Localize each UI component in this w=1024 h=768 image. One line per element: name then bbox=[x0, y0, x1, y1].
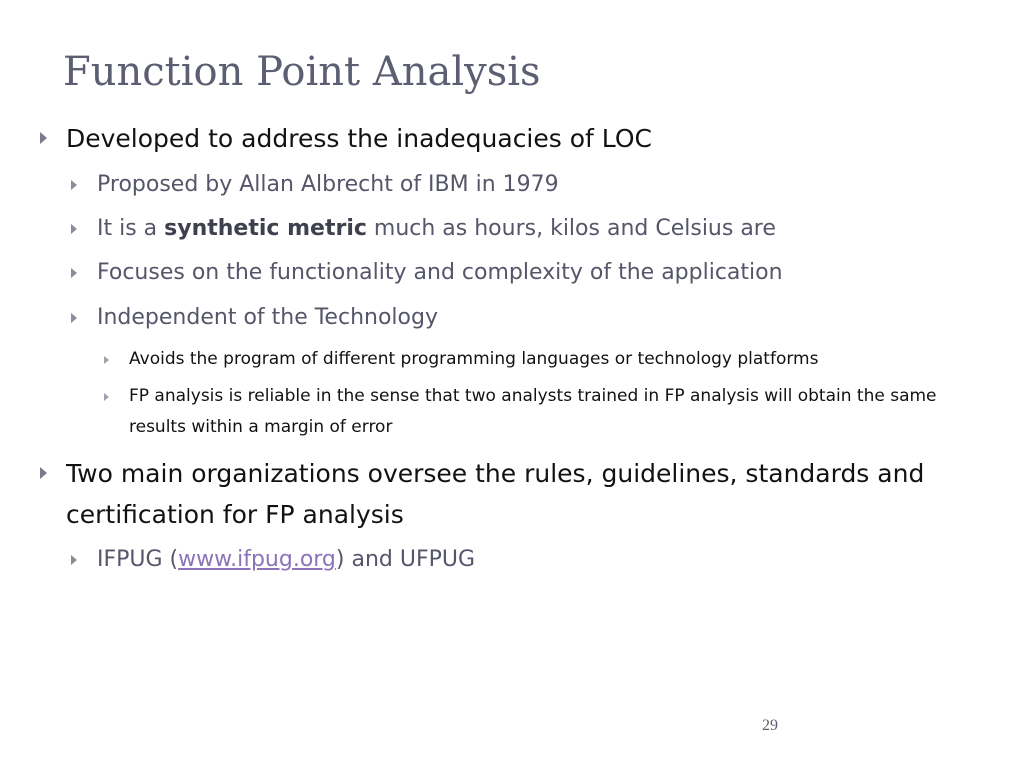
bullet-arrow-icon bbox=[71, 224, 77, 234]
bullet-arrow-icon bbox=[71, 180, 77, 190]
bullet-developed-text: Developed to address the inadequacies of LOC bbox=[66, 124, 652, 153]
bullet-arrow-icon bbox=[104, 356, 109, 364]
bullet-arrow-icon bbox=[104, 393, 109, 401]
bullet-focuses-text: Focuses on the functionality and complexity of the application bbox=[97, 260, 783, 285]
bullet-synthetic-text bbox=[97, 214, 776, 244]
ifpug-prefix: IFPUG ( bbox=[97, 547, 179, 572]
synthetic-metric-emphasis: synthetic metric bbox=[164, 216, 367, 241]
ifpug-link[interactable]: www.ifpug.org bbox=[178, 547, 336, 572]
bullet-avoids-text: Avoids the program of different programming languages or technology platforms bbox=[129, 349, 819, 369]
bullet-independent-text: Independent of the Technology bbox=[97, 305, 438, 330]
slide-title: Function Point Analysis bbox=[63, 49, 541, 95]
bullet-two-main-text: Two main organizations oversee the rules, guidelines, standards and certification for FP analysis bbox=[66, 459, 925, 529]
bullet-arrow-icon bbox=[40, 132, 47, 144]
synthetic-prefix: It is a bbox=[97, 216, 165, 241]
synthetic-suffix: much as hours, kilos and Celsius are bbox=[366, 216, 776, 241]
bullet-arrow-icon bbox=[71, 555, 77, 565]
bullet-proposed-text: Proposed by Allan Albrecht of IBM in 1979 bbox=[97, 172, 559, 197]
bullet-arrow-icon bbox=[71, 268, 77, 278]
bullet-arrow-icon bbox=[40, 467, 47, 479]
bullet-ifpug-text bbox=[97, 545, 475, 575]
bullet-arrow-icon bbox=[71, 313, 77, 323]
bullet-reliable-text: FP analysis is reliable in the sense that two analysts trained in FP analysis will obtain the same results within a margin of error bbox=[129, 386, 937, 437]
ifpug-suffix: ) and UFPUG bbox=[335, 547, 476, 572]
page-number: 29 bbox=[762, 717, 778, 734]
